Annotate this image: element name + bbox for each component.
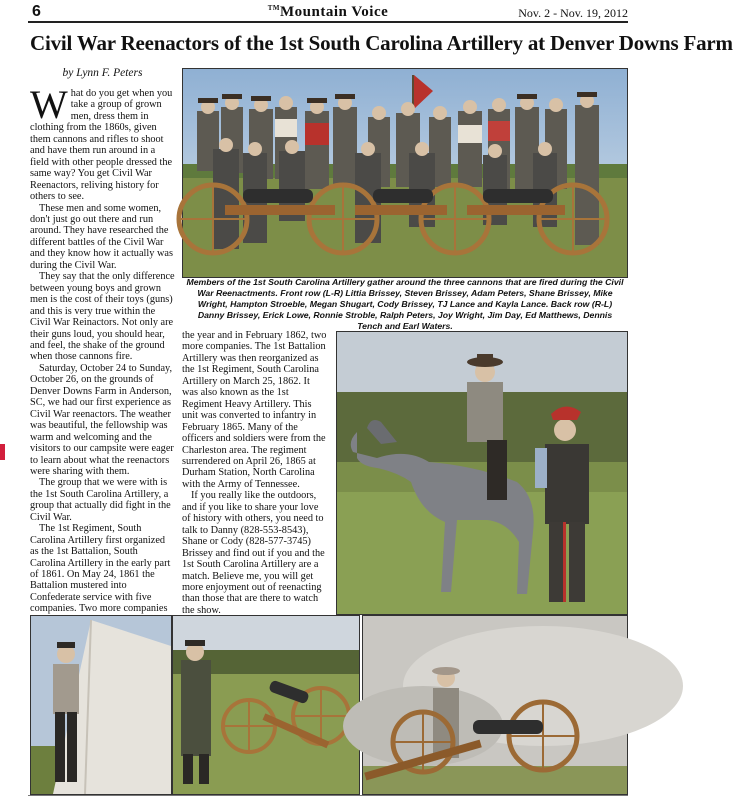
drop-cap: W xyxy=(30,82,68,127)
paragraph: Saturday, October 24 to Sunday, October 26, on the grounds of Denver Downs Farm in Anderson, SC, we had our first experience as Civil War reenactors. The weather was beautiful, the fellowship was warm and welcoming and the visitors to our campsite were eager to learn about what the reenactors were sharing with them. xyxy=(30,362,174,477)
cannon-firing-photo-image xyxy=(363,616,627,794)
article-headline: Civil War Reenactors of the 1st South Carolina Artillery at Denver Downs Farm xyxy=(30,31,733,55)
soldier-cannon-photo xyxy=(172,615,360,795)
page-edge-marker xyxy=(0,444,5,460)
paragraph: the year and in February 1862, two more companies. The 1st Battalion Artillery was then reorganized as the 1st Regiment, South Carolina Artillery on March 25, 1862. It was also known as the 1st Regiment Heavy Artillery. This unit was converted to infantry in February 1865. Many of the officers and soldiers were from the Charleston area. The regiment surrendered on April 26, 1865 at Durham Station, North Carolina with the Army of Tennessee. xyxy=(182,330,327,490)
group-photo-image xyxy=(183,69,627,277)
paragraph: The 1st Regiment, South Carolina Artillery first organized as the 1st Battalion, South Carolina Artillery in the early part of 1861. On May 24, 1861 the Battalion mustered into Confederate service with five companies. Two more companies xyxy=(30,523,171,615)
paragraph: These men and some women, don't just go out there and run around. They have researched the different battles of the Civil War and they know how it actually was during the Civil War. xyxy=(30,202,173,271)
page-header xyxy=(28,4,628,22)
masthead-title: Mountain Voice xyxy=(280,4,389,20)
group-photo-caption: Members of the 1st South Carolina Artillery gather around the three cannons that are fired during the Civil War Reenactments. Front row (L-R) Littia Brissey, Steven Brissey, Adam Peters, Shane Brissey, Mike Wright, Hampton Stroeble, Megan Shugart, Cody Brissey, TJ Lance and Kayla Lance. Back row (R-L) Danny Brissey, Erick Lowe, Ronnie Stroble, Ralph Peters, Joy Wright, Jim Day, Ed Matthews, Dennis Tench and Earl Waters. xyxy=(186,277,624,331)
byline: by Lynn F. Peters xyxy=(62,67,143,79)
paragraph: The group that we were with is the 1st South Carolina Artillery, a group that actually did fight in the Civil War. xyxy=(30,477,171,523)
paragraph: They say that the only difference between young boys and grown men is the cost of their toys (guns) and this is very true within the Civil War Reinactors. Not only are their guns loud, you should hear, and feel, the shake of the ground when those cannons fire. xyxy=(30,271,175,363)
horseman-photo xyxy=(336,331,628,615)
bottom-rule xyxy=(28,795,628,796)
article-column-2 xyxy=(182,330,328,616)
tent-photo-image xyxy=(31,616,171,794)
masthead-tm: TM xyxy=(267,4,280,12)
page-number: 6 xyxy=(32,3,41,20)
tent-photo xyxy=(30,615,172,795)
group-photo xyxy=(182,68,628,278)
header-rule xyxy=(28,21,628,23)
paragraph: What do you get when you take a group of grown men, dress them in clothing from the 1860s, given them cannons and rifles to shoot and have them run around in a field with other people dressed the same way? You get Civil War Reenactors, reliving history for others to see. xyxy=(30,82,173,203)
soldier-cannon-photo-image xyxy=(173,616,359,794)
paragraph: If you really like the outdoors, and if you like to share your love of history with others, you need to talk to Danny (828-553-8543), Shane or Cody (828-577-3745) Brissey and find out if you and the 1st South Carolina Artillery are a match. Believe me, you will get more enjoyment out of reenacting than those that are there to watch the show. xyxy=(182,490,325,616)
cannon-firing-photo xyxy=(362,615,628,795)
horseman-photo-image xyxy=(337,332,627,614)
issue-date: Nov. 2 - Nov. 19, 2012 xyxy=(518,6,628,20)
article-column-1 xyxy=(30,82,175,626)
